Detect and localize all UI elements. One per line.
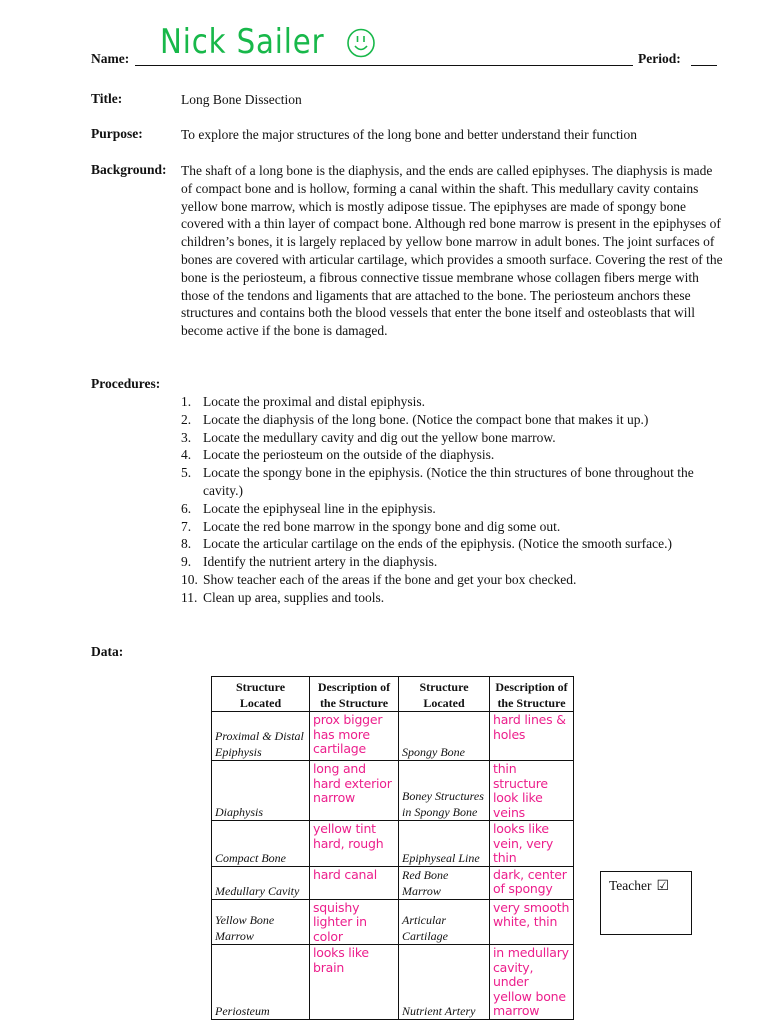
- procedure-step: Locate the proximal and distal epiphysis.: [203, 394, 425, 409]
- description-cell[interactable]: hard canal: [310, 866, 399, 899]
- procedure-step: Locate the periosteum on the outside of the diaphysis.: [203, 447, 495, 463]
- list-item: 6. Locate the epiphyseal line in the epiphysis.: [181, 500, 701, 518]
- list-item: 9. Identify the nutrient artery in the diaphysis.: [181, 553, 701, 571]
- description-cell[interactable]: very smooth white, thin: [490, 899, 574, 945]
- title-text: Long Bone Dissection: [181, 92, 302, 107]
- table-header-row: [212, 677, 574, 712]
- purpose-label: Purpose:: [91, 126, 143, 141]
- procedures-list: [181, 393, 701, 607]
- structure-cell: Red Bone Marrow: [399, 866, 490, 899]
- table-row: [212, 761, 574, 821]
- teacher-label: Teacher: [609, 878, 652, 893]
- description-cell[interactable]: thin structure look like veins: [490, 761, 574, 821]
- table-header: Description of the Structure: [490, 677, 574, 712]
- procedures-label: Procedures:: [91, 376, 161, 391]
- procedure-step: Locate the medullary cavity and dig out the yellow bone marrow.: [203, 429, 556, 445]
- table-header: Description of the Structure: [310, 677, 399, 712]
- list-item: 7. Locate the red bone marrow in the spongy bone and dig some out.: [181, 518, 701, 536]
- table-row: [212, 899, 574, 945]
- structure-cell: Boney Structures in Spongy Bone: [399, 761, 490, 821]
- name-line: [135, 65, 633, 66]
- description-cell[interactable]: hard lines & holes: [490, 712, 574, 761]
- structure-cell: Epiphyseal Line: [399, 821, 490, 867]
- teacher-check-box[interactable]: [600, 871, 692, 935]
- title-label: Title:: [91, 91, 123, 106]
- description-cell[interactable]: yellow tint hard, rough: [310, 821, 399, 867]
- list-item: 4. Locate the periosteum on the outside of the diaphysis.: [181, 446, 701, 464]
- smiley-face-icon: [346, 28, 376, 58]
- procedure-step: Locate the spongy bone in the epiphysis. (Notice the thin structures of bone throughout the cavity.): [203, 465, 694, 498]
- structure-cell: Periosteum: [212, 945, 310, 1020]
- structure-cell: Diaphysis: [212, 761, 310, 821]
- procedure-step: Show teacher each of the areas if the bone and get your box checked.: [203, 571, 577, 587]
- table-row: [212, 866, 574, 899]
- handwritten-name: Nick Sailer: [160, 22, 325, 62]
- data-table: [211, 676, 574, 1020]
- period-line: [691, 65, 717, 66]
- structure-cell: Spongy Bone: [399, 712, 490, 761]
- procedure-step: Identify the nutrient artery in the diaphysis.: [203, 554, 438, 570]
- procedure-step: Locate the epiphyseal line in the epiphysis.: [203, 500, 436, 516]
- list-item: 3. Locate the medullary cavity and dig out the yellow bone marrow.: [181, 429, 701, 447]
- description-cell[interactable]: dark, center of spongy: [490, 866, 574, 899]
- list-item: 2. Locate the diaphysis of the long bone. (Notice the compact bone that makes it up.): [181, 411, 701, 429]
- procedure-step: Locate the diaphysis of the long bone. (Notice the compact bone that makes it up.): [203, 411, 649, 427]
- background-paragraph: The shaft of a long bone is the diaphysis, and the ends are called epiphyses. The diaphysis is made of compact bone and is hollow, forming a canal within the shaft. This medullary cavity contains yellow bone marrow, which is mostly adipose tissue. The epiphyses are made of spongy bone covered with a thin layer of compact bone. Although red bone marrow is present in the epiphyses of children’s bones, it is largely replaced by yellow bone marrow in adult bones. The joint surfaces of bones are covered with articular cartilage, which provides a smooth surface. Covering the rest of the bone is the periosteum, a fibrous connective tissue membrane whose collagen fibers merge with those of the tendons and ligaments that are attached to the bone. The periosteum anchors these structures and contains both the blood vessels that enter the bone itself and osteoblasts that will become active if the bone is damaged.: [181, 163, 723, 339]
- table-header: Structure Located: [212, 677, 310, 712]
- list-item: 5. Locate the spongy bone in the epiphysis. (Notice the thin structures of bone throughout the cavity.): [181, 464, 701, 500]
- background-label: Background:: [91, 162, 167, 177]
- structure-cell: Nutrient Artery: [399, 945, 490, 1020]
- table-header: Structure Located: [399, 677, 490, 712]
- description-cell[interactable]: prox bigger has more cartilage: [310, 712, 399, 761]
- procedure-step: Locate the red bone marrow in the spongy bone and dig some out.: [203, 518, 561, 534]
- list-item: 10. Show teacher each of the areas if the bone and get your box checked.: [181, 571, 701, 589]
- description-cell[interactable]: in medullary cavity, under yellow bone marrow: [490, 945, 574, 1020]
- structure-cell: Proximal & Distal Epiphysis: [212, 712, 310, 761]
- table-row: [212, 945, 574, 1020]
- table-row: [212, 821, 574, 867]
- period-label: Period:: [638, 51, 681, 66]
- description-cell[interactable]: looks like vein, very thin: [490, 821, 574, 867]
- description-cell[interactable]: squishy lighter in color: [310, 899, 399, 945]
- list-item: 8. Locate the articular cartilage on the ends of the epiphysis. (Notice the smooth surface.): [181, 535, 701, 553]
- purpose-text: To explore the major structures of the long bone and better understand their function: [181, 127, 638, 142]
- table-row: [212, 712, 574, 761]
- checkbox-checked-icon[interactable]: ☑: [656, 878, 670, 894]
- structure-cell: Yellow Bone Marrow: [212, 899, 310, 945]
- description-cell[interactable]: looks like brain: [310, 945, 399, 1020]
- data-label: Data:: [91, 644, 124, 659]
- structure-cell: Compact Bone: [212, 821, 310, 867]
- structure-cell: Medullary Cavity: [212, 866, 310, 899]
- procedure-step: Locate the articular cartilage on the ends of the epiphysis. (Notice the smooth surface.): [203, 536, 672, 552]
- procedure-step: Clean up area, supplies and tools.: [203, 589, 385, 605]
- structure-cell: Articular Cartilage: [399, 899, 490, 945]
- name-label: Name:: [91, 51, 130, 66]
- list-item: 1. Locate the proximal and distal epiphysis.: [181, 393, 701, 411]
- description-cell[interactable]: long and hard exterior narrow: [310, 761, 399, 821]
- list-item: 11. Clean up area, supplies and tools.: [181, 589, 701, 607]
